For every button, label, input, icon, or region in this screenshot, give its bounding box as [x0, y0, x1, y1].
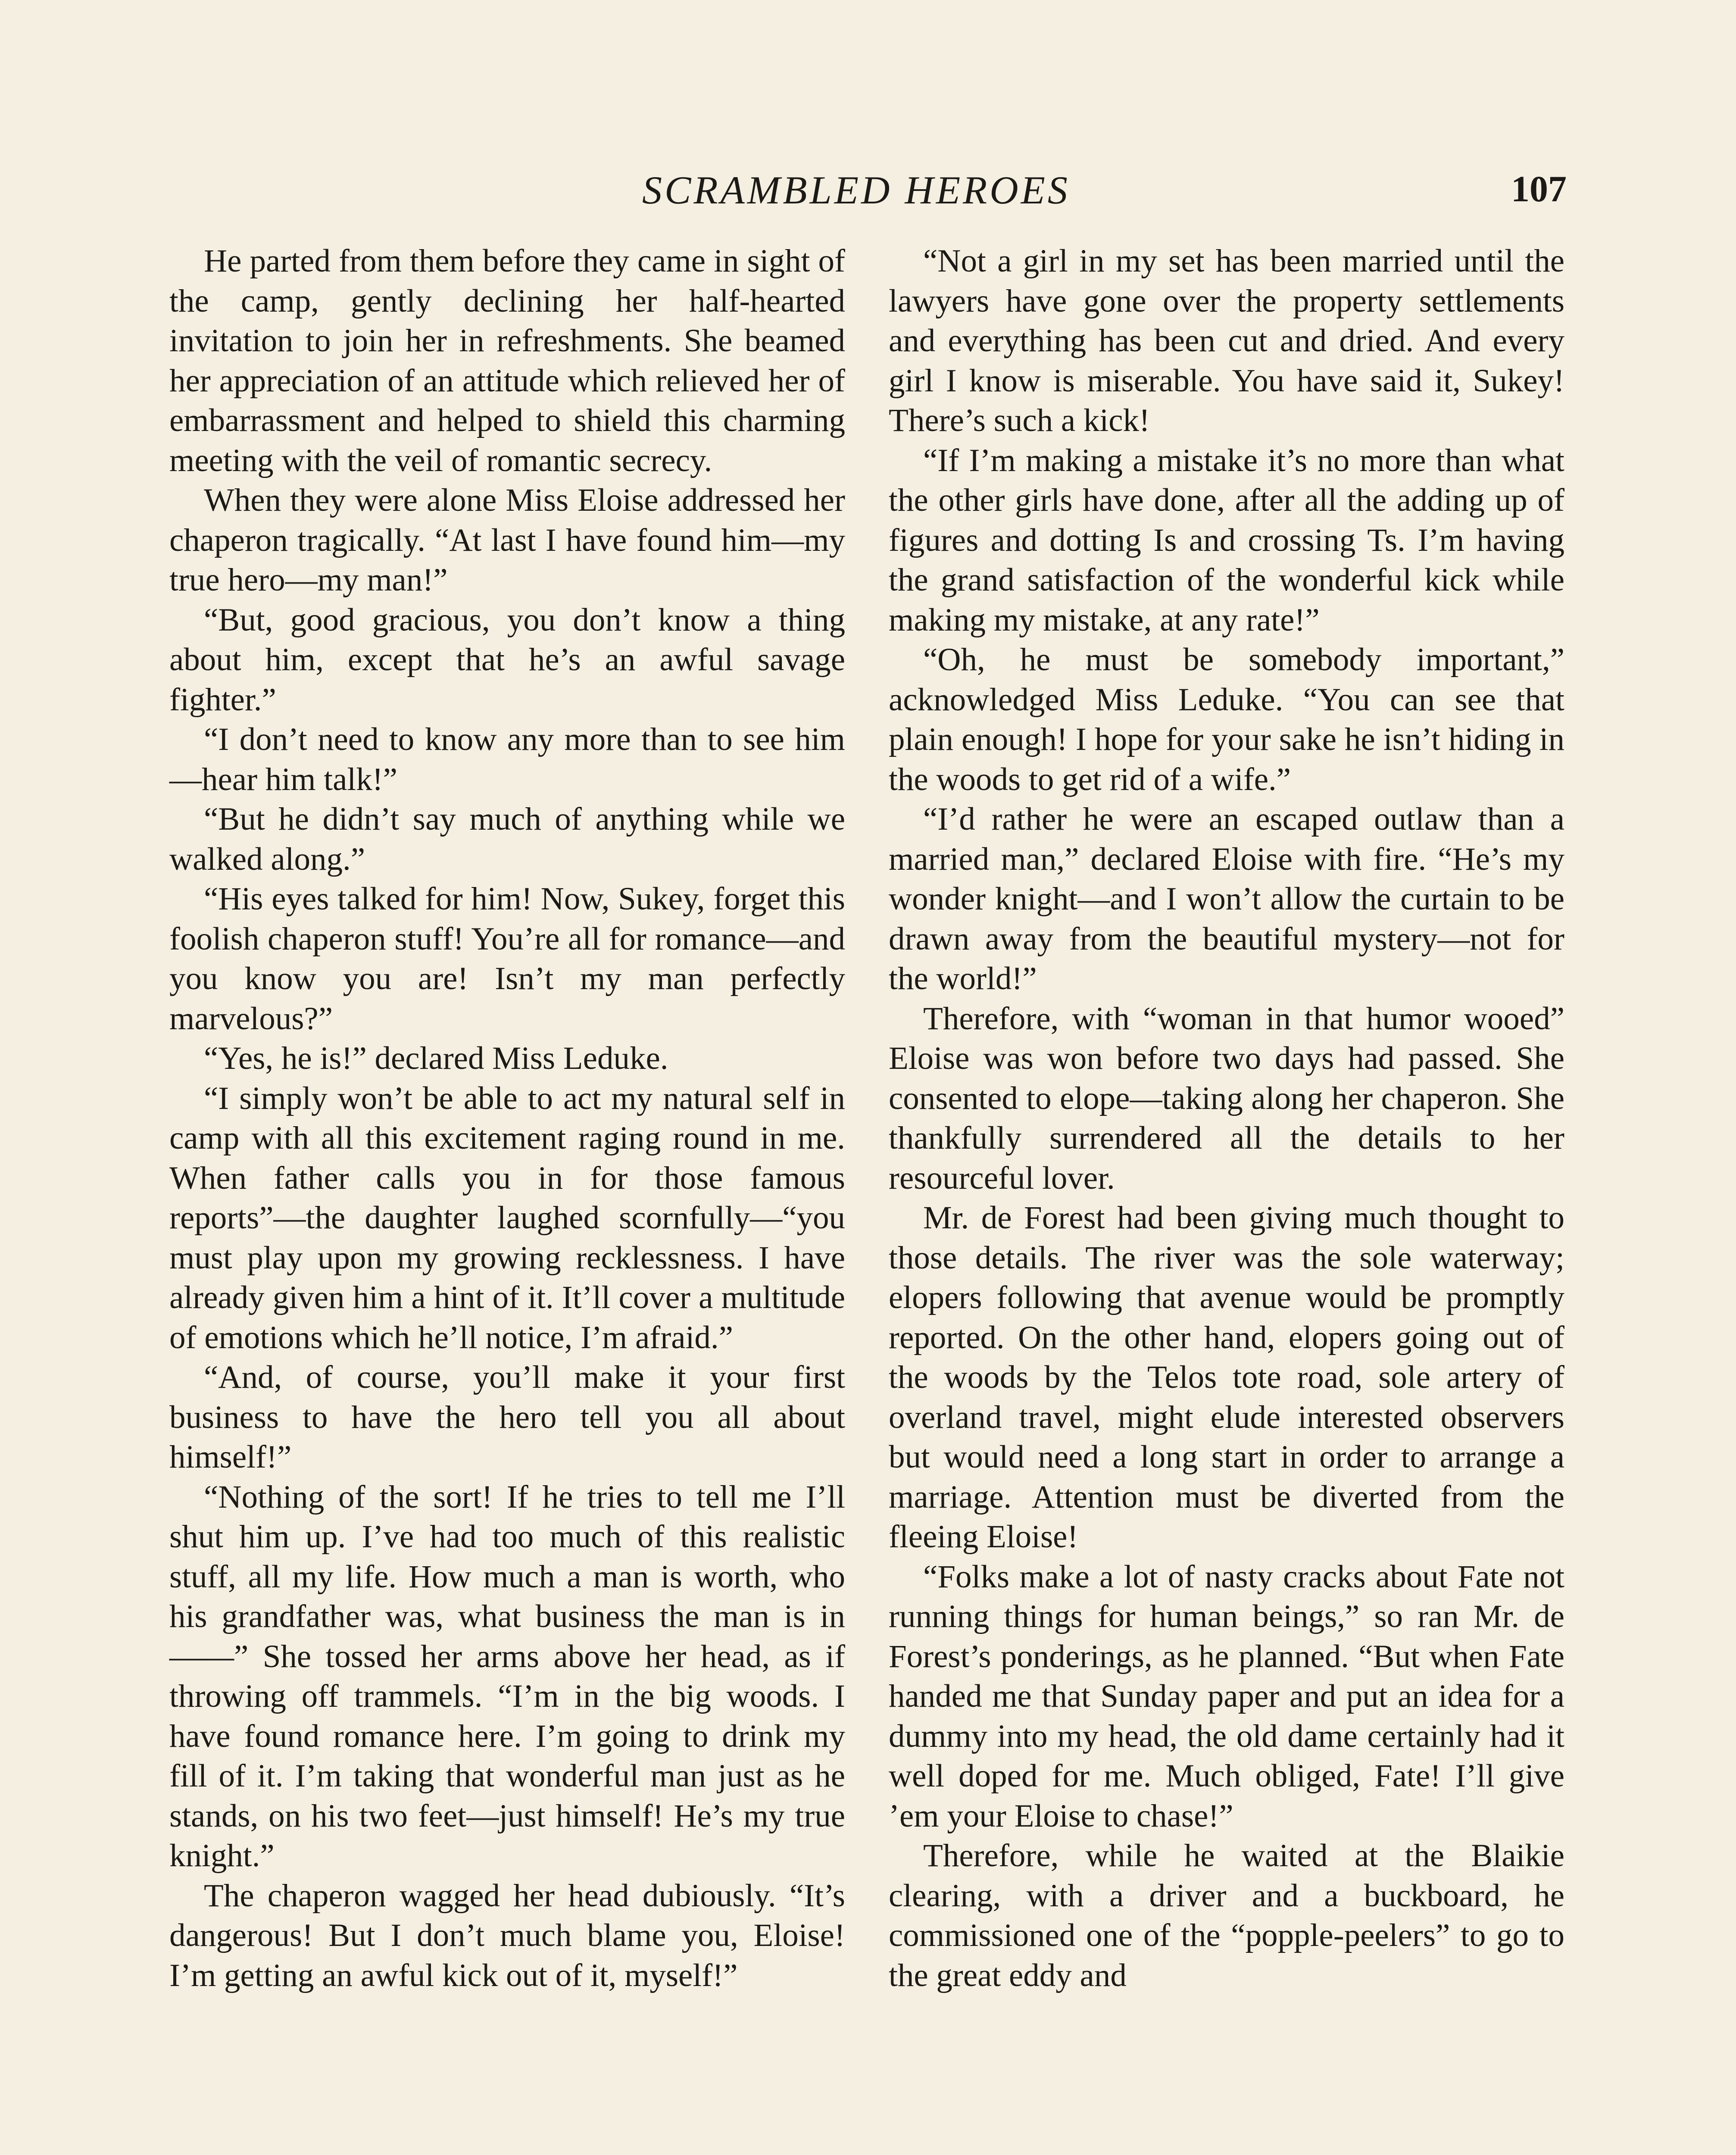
- paragraph: “Oh, he must be somebody important,” acknowledged Miss Leduke. “You can see that plain enough! I hope for your sake he isn’t hiding in the woods to get rid of a wife.”: [889, 642, 1564, 797]
- paragraph: “Nothing of the sort! If he tries to tell me I’ll shut him up. I’ve had too much of this realistic stuff, all my life. How much a man is worth, who his grandfather was, what business the man is in ——” She tossed her arms above her head, as if throwing off trammels. “I’m in the big woods. I have found romance here. I’m going to drink my fill of it. I’m taking that wonderful man just as he stands, on his two feet—just himself! He’s my true knight.”: [169, 1479, 845, 1874]
- paragraph: “I don’t need to know any more than to see him—hear him talk!”: [169, 721, 845, 797]
- page-number: 107: [1511, 168, 1567, 209]
- paragraph: Mr. de Forest had been giving much thought to those details. The river was the sole waterway; elopers following that avenue would be promptly reported. On the other hand, elopers going out of the woods by the Telos tote road, sole artery of overland travel, might elude interested observers but would need a long start in order to arrange a marriage. Attention must be diverted from the fleeing Eloise!: [889, 1200, 1564, 1555]
- paragraph: Therefore, while he waited at the Blaikie clearing, with a driver and a buckboard, he commissioned one of the “popple-peelers” to go to the great eddy and: [889, 1838, 1564, 1993]
- paragraph: “But he didn’t say much of anything while we walked along.”: [169, 801, 845, 877]
- page-header: [168, 167, 1567, 215]
- paragraph: When they were alone Miss Eloise addressed her chaperon tragically. “At last I have found him—my true hero—my man!”: [169, 482, 845, 598]
- paragraph: “Folks make a lot of nasty cracks about Fate not running things for human beings,” so ran Mr. de Forest’s ponderings, as he planned. “But when Fate handed me that Sunday paper and put an idea for a dummy into my head, the old dame certainly had it well doped for me. Much obliged, Fate! I’ll give ’em your Eloise to chase!”: [889, 1558, 1564, 1834]
- paragraph: He parted from them before they came in sight of the camp, gently declining her half-hearted invitation to join her in refreshments. She beamed her appreciation of an attitude which relieved her of embarrassment and helped to shield this charming meeting with the veil of romantic secrecy.: [169, 243, 845, 478]
- paragraph: Therefore, with “woman in that humor wooed” Eloise was won before two days had passed. She consented to elope—taking along her chaperon. She thankfully surrendered all the details to her resourceful lover.: [889, 1000, 1564, 1196]
- paragraph: “I simply won’t be able to act my natural self in camp with all this excitement raging round in me. When father calls you in for those famous reports”—the daughter laughed scornfully—“you must play upon my growing recklessness. I have already given him a hint of it. It’ll cover a multitude of emotions which he’ll notice, I’m afraid.”: [169, 1080, 845, 1355]
- paragraph: “Yes, he is!” declared Miss Leduke.: [204, 1040, 668, 1076]
- paragraph: The chaperon wagged her head dubiously. “It’s dangerous! But I don’t much blame you, Eloise! I’m getting an awful kick out of it, myself!”: [169, 1877, 845, 1993]
- right-column: [889, 241, 1564, 1996]
- left-column: [169, 241, 845, 1996]
- paragraph: “If I’m making a mistake it’s no more than what the other girls have done, after all the adding up of figures and dotting Is and crossing Ts. I’m having the grand satisfaction of the wonderful kick while making my mistake, at any rate!”: [889, 442, 1564, 638]
- paragraph: “But, good gracious, you don’t know a thing about him, except that he’s an awful savage fighter.”: [169, 602, 845, 718]
- paragraph: “And, of course, you’ll make it your first business to have the hero tell you all about himself!”: [169, 1359, 845, 1475]
- paragraph: “I’d rather he were an escaped outlaw than a married man,” declared Eloise with fire. “He’s my wonder knight—and I won’t allow the curtain to be drawn away from the beautiful mystery—not for the world!”: [889, 801, 1564, 996]
- paragraph: “Not a girl in my set has been married until the lawyers have gone over the property settlements and everything has been cut and dried. And every girl I know is miserable. You have said it, Sukey! There’s such a kick!: [889, 243, 1564, 438]
- paragraph: “His eyes talked for him! Now, Sukey, forget this foolish chaperon stuff! You’re all for romance—and you know you are! Isn’t my man perfectly marvelous?”: [169, 881, 845, 1037]
- running-title: SCRAMBLED HEROES: [642, 168, 1070, 212]
